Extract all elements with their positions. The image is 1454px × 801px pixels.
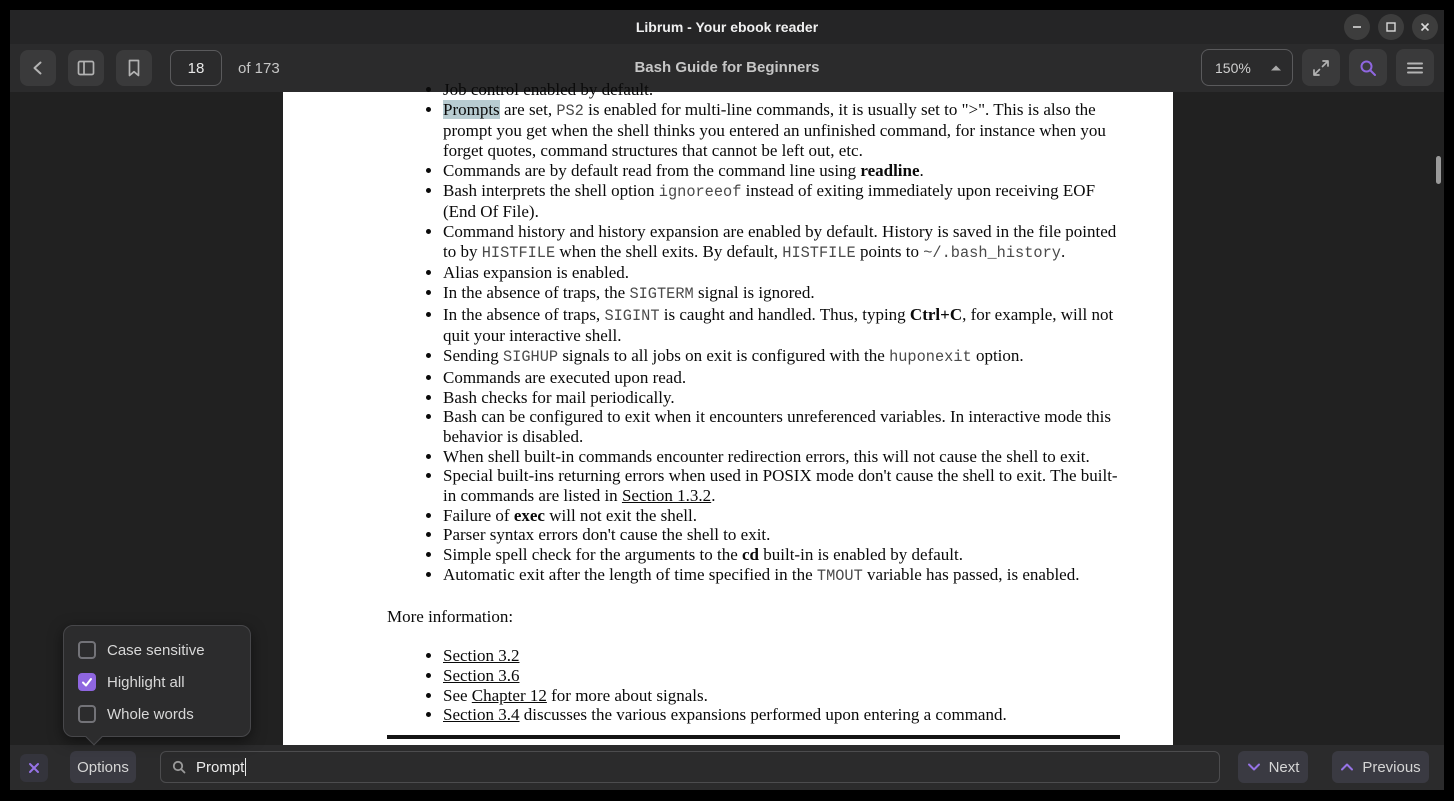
zoom-value: 150% bbox=[1215, 59, 1251, 76]
list-item: • In the absence of traps, the SIGTERM signal is ignored. bbox=[443, 283, 1120, 305]
book-title: Bash Guide for Beginners bbox=[634, 59, 820, 76]
doc-b-text: exec bbox=[513, 505, 545, 525]
search-icon bbox=[1358, 58, 1378, 78]
doc-mono-text: ~/.bash_history bbox=[923, 243, 1061, 262]
doc-mono-text: SIGINT bbox=[604, 306, 660, 325]
list-item: • Alias expansion is enabled. bbox=[443, 263, 1120, 283]
list-item: • Bash checks for mail periodically. bbox=[443, 388, 1120, 408]
window-controls bbox=[1344, 14, 1438, 40]
list-item: • See Chapter 12 for more about signals. bbox=[443, 686, 1120, 706]
sidebar-toggle-button[interactable] bbox=[68, 50, 104, 86]
bullet-list bbox=[387, 80, 1120, 587]
list-item bbox=[443, 646, 1120, 666]
close-search-icon bbox=[27, 761, 41, 775]
menu-button[interactable] bbox=[1396, 49, 1434, 86]
doc-mono-text: HISTFILE bbox=[782, 243, 856, 262]
doc-link[interactable]: Section 1.3.2 bbox=[621, 486, 712, 506]
list-item: • Job control enabled by default. bbox=[443, 80, 1120, 100]
back-icon bbox=[28, 58, 48, 78]
doc-mono-text: HISTFILE bbox=[481, 243, 556, 262]
bookmark-button[interactable] bbox=[116, 50, 152, 86]
menu-icon bbox=[1405, 58, 1425, 78]
list-item: • Failure of exec will not exit the shell. bbox=[443, 506, 1120, 526]
zoom-dropdown-arrow-icon bbox=[1270, 64, 1282, 72]
close-icon bbox=[1419, 21, 1431, 33]
links-list bbox=[387, 646, 1120, 725]
list-item: • Commands are by default read from the command line using readline. bbox=[443, 161, 1120, 181]
document-text bbox=[283, 80, 1173, 739]
minimize-icon bbox=[1351, 21, 1363, 33]
doc-link[interactable]: Chapter 12 bbox=[471, 685, 547, 705]
titlebar bbox=[10, 10, 1444, 44]
options-button-label: Options bbox=[77, 758, 129, 776]
toolbar-right-group bbox=[1201, 49, 1434, 86]
list-item: • Command history and history expansion are enabled by default. History is saved in the file pointed to by HISTFILE when the shell exits. By default, HISTFILE points to ~/.bash_history. bbox=[443, 222, 1120, 263]
list-item: • Section 3.4 discusses the various expansions performed upon entering a command. bbox=[443, 705, 1120, 725]
search-options-popup bbox=[63, 625, 251, 737]
search-match-highlight: Prompts bbox=[443, 99, 500, 119]
minimize-button[interactable] bbox=[1344, 14, 1370, 40]
checkbox-unchecked[interactable] bbox=[78, 705, 96, 723]
doc-link[interactable]: Section 3.4 bbox=[443, 705, 520, 725]
list-item: • Special built-ins returning errors when used in POSIX mode don't cause the shell to exit. The built-in commands are listed in Section 1.3.2. bbox=[443, 466, 1120, 505]
zoom-dropdown[interactable] bbox=[1201, 49, 1293, 86]
doc-mono-text: SIGHUP bbox=[502, 348, 559, 367]
list-item: • In the absence of traps, SIGINT is caught and handled. Thus, typing Ctrl+C, for example, will not quit your interactive shell. bbox=[443, 305, 1120, 346]
doc-link[interactable]: Section 3.6 bbox=[443, 665, 520, 685]
doc-link[interactable]: Section 3.2 bbox=[443, 646, 520, 666]
scrollbar-thumb[interactable] bbox=[1436, 156, 1441, 184]
back-button[interactable] bbox=[20, 50, 56, 86]
section-divider bbox=[387, 735, 1120, 739]
more-info-label: More information: bbox=[387, 606, 514, 626]
chevron-down-icon bbox=[1247, 762, 1261, 772]
search-input[interactable] bbox=[160, 751, 1220, 783]
doc-mono-text: ignoreeof bbox=[658, 182, 742, 201]
list-item: • Parser syntax errors don't cause the shell to exit. bbox=[443, 525, 1120, 545]
doc-b-text: cd bbox=[742, 545, 760, 565]
list-item: • Sending SIGHUP signals to all jobs on exit is configured with the huponexit option. bbox=[443, 346, 1120, 368]
next-button-label: Next bbox=[1268, 758, 1300, 776]
doc-b-text: readline bbox=[860, 160, 920, 180]
maximize-button[interactable] bbox=[1378, 14, 1404, 40]
fullscreen-button[interactable] bbox=[1302, 49, 1340, 86]
window-title: Librum - Your ebook reader bbox=[635, 19, 819, 35]
search-query-text: Prompt bbox=[196, 758, 245, 776]
document-page bbox=[283, 80, 1173, 745]
maximize-icon bbox=[1385, 21, 1397, 33]
app-window bbox=[10, 10, 1444, 790]
sidebar-icon bbox=[76, 58, 96, 78]
next-result-button[interactable] bbox=[1238, 751, 1308, 783]
page-count-label: of 173 bbox=[238, 59, 280, 77]
option-label: Whole words bbox=[107, 705, 194, 723]
checkbox-checked[interactable] bbox=[78, 673, 96, 691]
list-item: • Automatic exit after the length of time specified in the TMOUT variable has passed, is enabled. bbox=[443, 565, 1120, 587]
list-item: • Bash can be configured to exit when it encounters unreferenced variables. In interactive mode this behavior is disabled. bbox=[443, 407, 1120, 446]
list-item: • Bash interprets the shell option ignoreeof instead of exiting immediately upon receiving EOF (End Of File). bbox=[443, 181, 1120, 222]
close-search-button[interactable] bbox=[20, 754, 48, 782]
chevron-up-icon bbox=[1340, 762, 1354, 772]
list-item: • Prompts are set, PS2 is enabled for multi-line commands, it is usually set to ">". This is also the prompt you get when the shell thinks you entered an unfinished command, for instance when you forget quotes, command structures that cannot be left out, etc. bbox=[443, 100, 1120, 161]
search-button[interactable] bbox=[1349, 49, 1387, 86]
option-highlight-all[interactable] bbox=[64, 666, 250, 698]
text-caret bbox=[245, 758, 246, 776]
search-options-button[interactable] bbox=[70, 751, 136, 783]
close-button[interactable] bbox=[1412, 14, 1438, 40]
checkmark-icon bbox=[81, 676, 93, 688]
previous-result-button[interactable] bbox=[1332, 751, 1429, 783]
search-bar bbox=[10, 745, 1444, 790]
list-item: • Simple spell check for the arguments to the cd built-in is enabled by default. bbox=[443, 545, 1120, 565]
list-item: • Commands are executed upon read. bbox=[443, 368, 1120, 388]
doc-b-text: Ctrl+C bbox=[909, 304, 963, 324]
doc-mono-text: TMOUT bbox=[816, 566, 863, 585]
list-item: • When shell built-in commands encounter redirection errors, this will not cause the shell to exit. bbox=[443, 447, 1120, 467]
bookmark-icon bbox=[125, 58, 143, 78]
doc-mono-text: PS2 bbox=[556, 101, 584, 120]
option-label: Case sensitive bbox=[107, 641, 205, 659]
toolbar-left-group bbox=[20, 50, 280, 86]
doc-mono-text: huponexit bbox=[889, 348, 972, 367]
magnifier-icon bbox=[171, 759, 187, 775]
checkbox-unchecked[interactable] bbox=[78, 641, 96, 659]
list-item bbox=[443, 666, 1120, 686]
doc-mono-text: SIGTERM bbox=[629, 285, 694, 304]
option-whole-words[interactable] bbox=[64, 698, 250, 730]
fullscreen-icon bbox=[1311, 58, 1331, 78]
page-number-input[interactable] bbox=[170, 50, 222, 86]
option-label: Highlight all bbox=[107, 673, 185, 691]
option-case-sensitive[interactable] bbox=[64, 634, 250, 666]
previous-button-label: Previous bbox=[1362, 758, 1421, 776]
